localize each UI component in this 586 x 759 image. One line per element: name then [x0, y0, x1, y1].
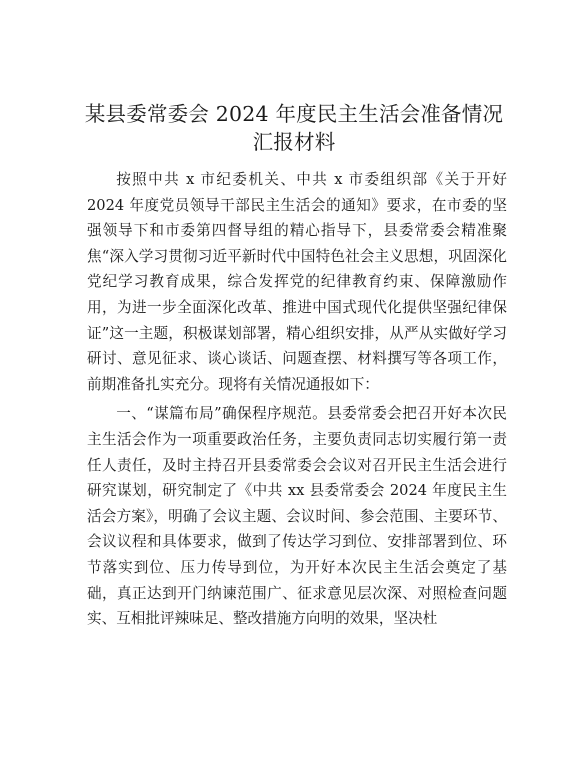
document-title: 某县委常委会 2024 年度民主生活会准备情况汇报材料	[84, 102, 504, 154]
document-body	[87, 167, 507, 636]
section-one-paragraph: 一、“谋篇布局”确保程序规范。县委常委会把召开好本次民主生活会作为一项重要政治任务，主要负责同志切实履行第一责任人责任，及时主持召开县委常委会会议对召开民主生活会进行研究谋划，研究制定了《中共 xx 县委常委会 2024 年度民主生活会方案》，明确了会议主题、会议时间、参会范围、主要环节、会议议程和具体要求，做到了传达学习到位、安排部署到位、环节落实到位、压力传导到位，为开好本次民主生活会奠定了基础，真正达到开门纳谏范围广、征求意见层次深、对照检查问题实、互相批评辣味足、整改措施方向明的效果，坚决杜	[87, 405, 507, 628]
intro-paragraph: 按照中共 x 市纪委机关、中共 x 市委组织部《关于开好 2024 年度党员领导干部民主生活会的通知》要求，在市委的坚强领导下和市委第四督导组的精心指导下，县委常委会精准聚焦“深入学习贯彻习近平新时代中国特色社会主义思想，巩固深化党纪学习教育成果，综合发挥党的纪律教育约束、保障激励作用，为进一步全面深化改革、推进中国式现代化提供坚强纪律保证”这一主题，积极谋划部署，精心组织安排，从严从实做好学习研讨、意见征求、谈心谈话、问题查摆、材料撰写等各项工作，前期准备扎实充分。现将有关情况通报如下：	[87, 171, 507, 393]
